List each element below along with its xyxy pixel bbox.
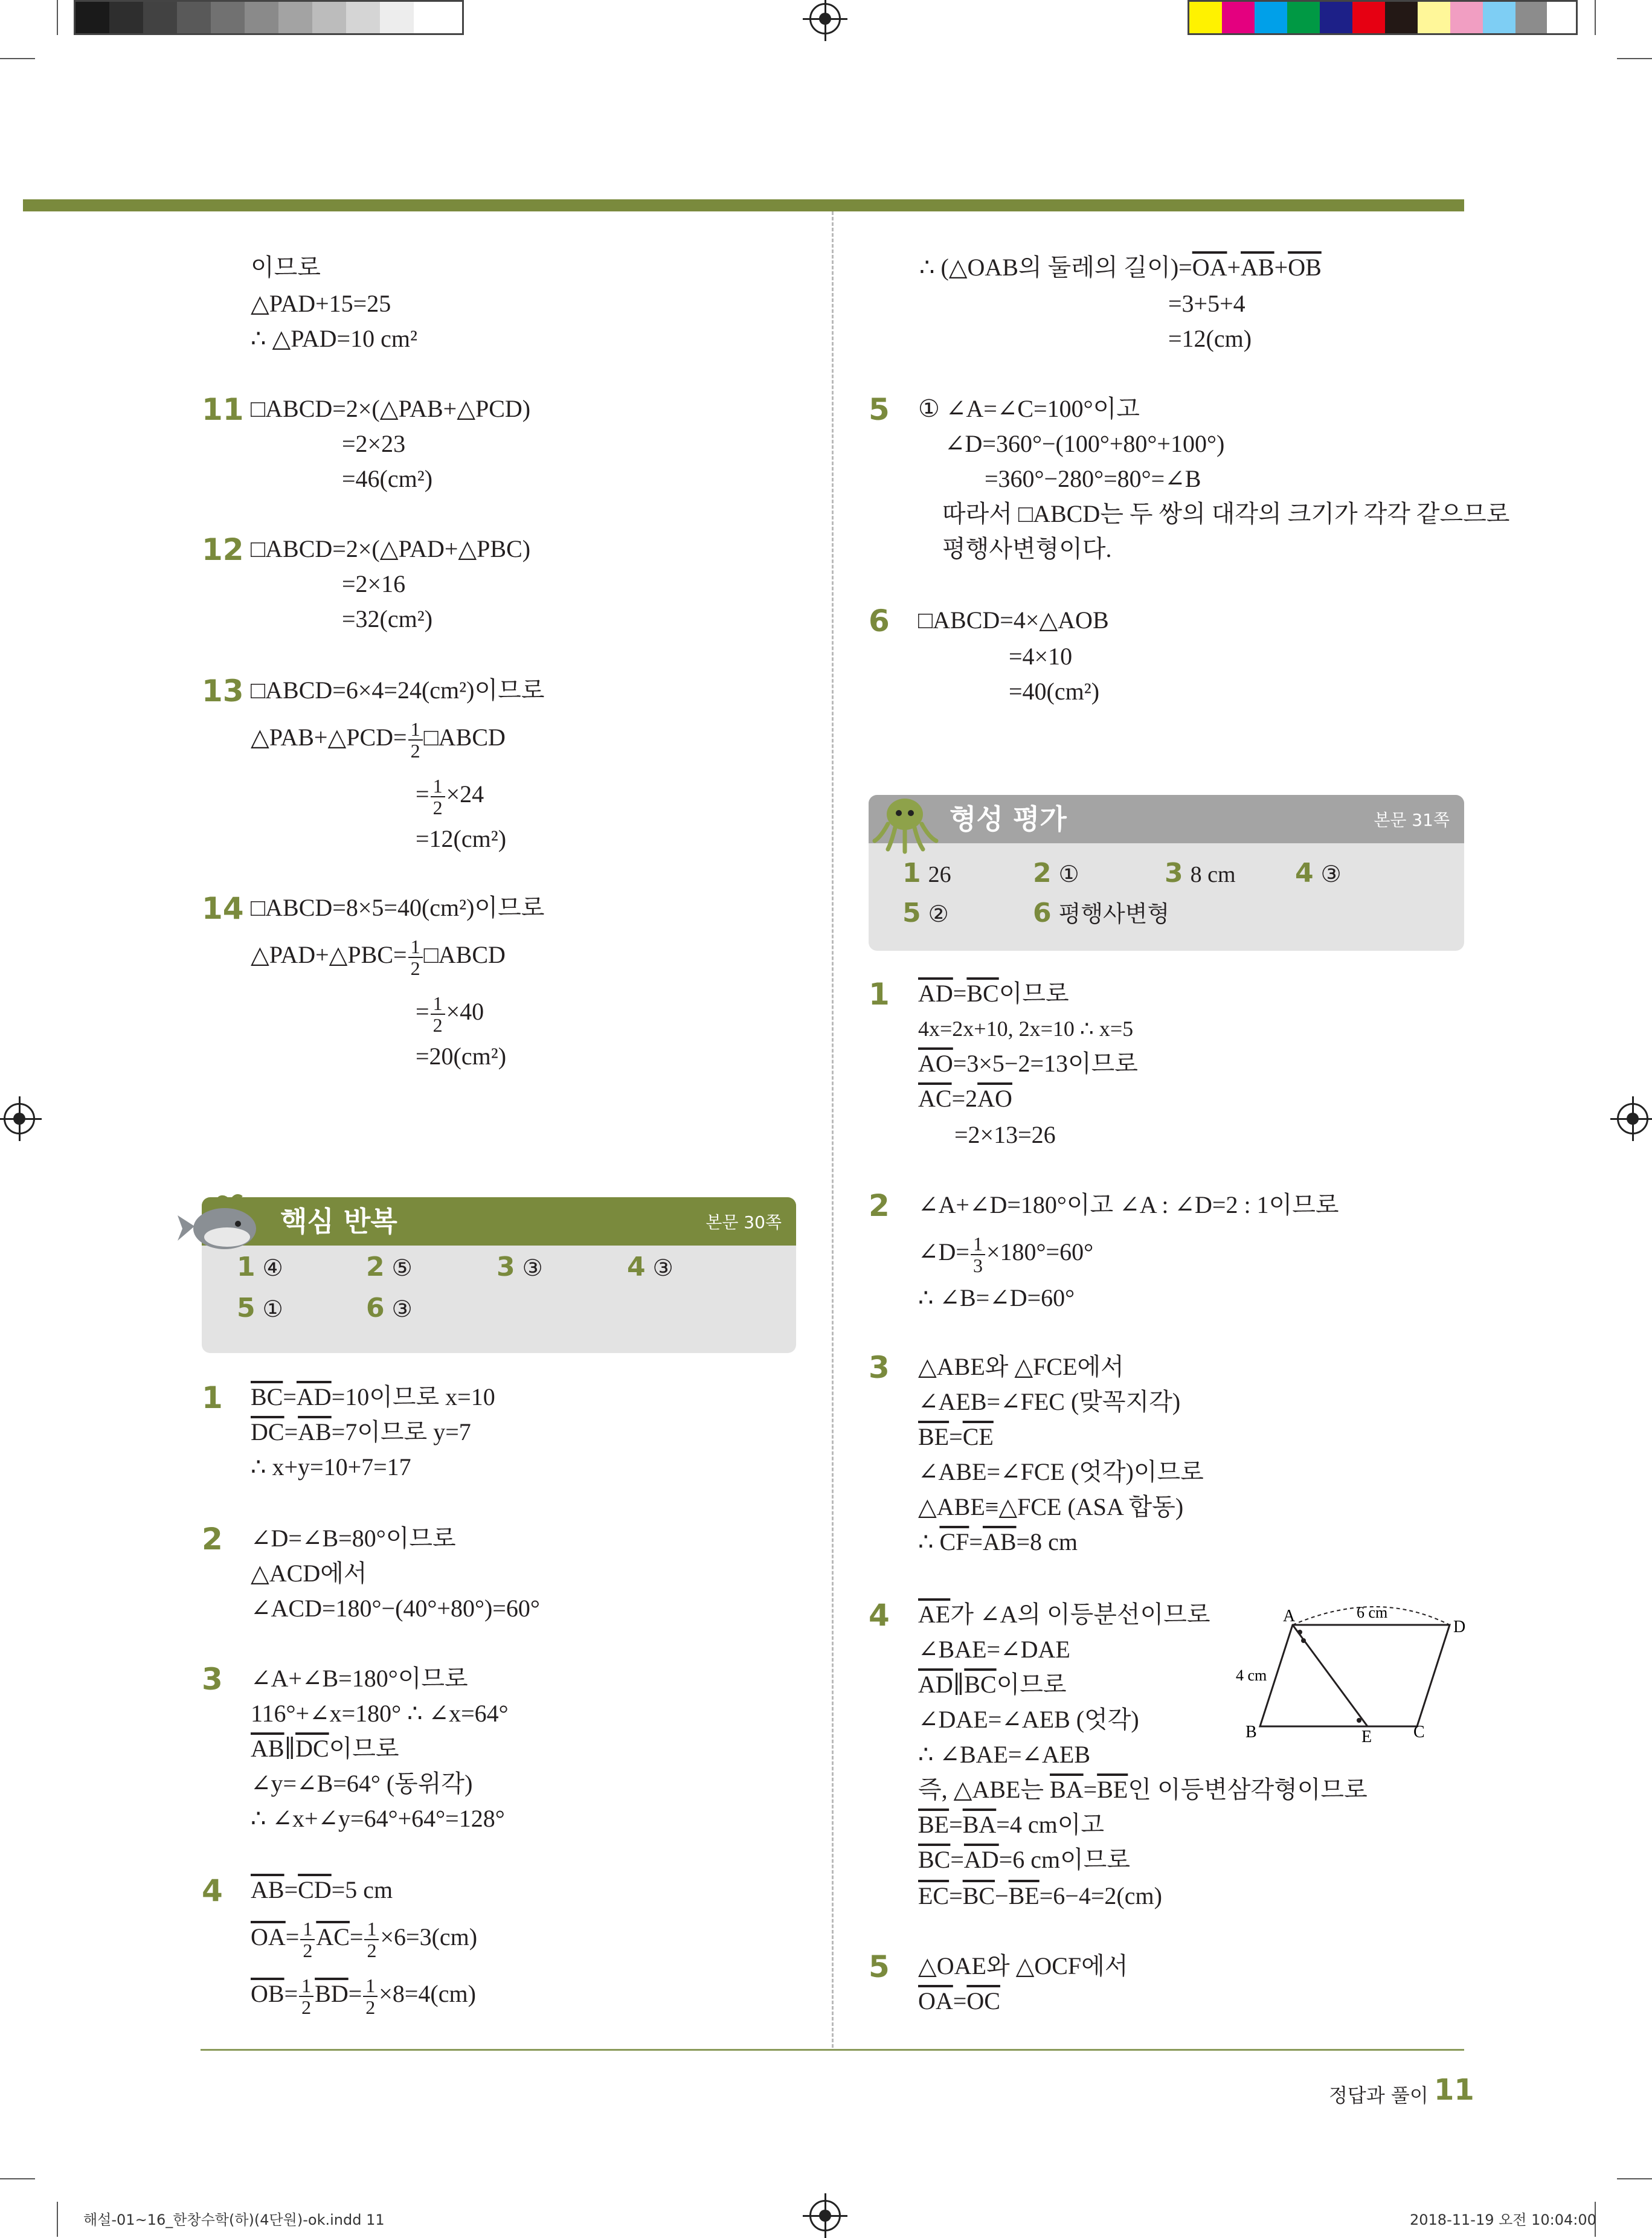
parallelogram-shape — [1260, 1625, 1450, 1726]
text-segment: ∴ — [918, 1528, 940, 1555]
registration-mark-left — [4, 1103, 35, 1134]
text-line: ∠BAE=∠DAE — [918, 1636, 1070, 1663]
top-length-label: 6 cm — [1357, 1604, 1388, 1621]
text-segment: □ABCD — [423, 941, 506, 969]
text-line: ∠AEB=∠FEC (맞꼭지각) — [918, 1388, 1181, 1415]
footer-section-label: 정답과 풀이 — [1329, 2084, 1429, 2107]
octopus-icon — [870, 789, 942, 855]
fraction-denominator: 2 — [410, 740, 420, 762]
answer-number: 4 — [1295, 858, 1314, 889]
text-segment: = — [969, 1528, 983, 1555]
segment-label: $\overline{BA}$ — [962, 1811, 997, 1838]
text-line: ∴ △PAD=10 cm² — [251, 325, 417, 352]
crop-mark — [1617, 2178, 1652, 2179]
fraction-denominator: 2 — [365, 1996, 376, 2018]
panel-page-ref: 본문 31쪽 — [1374, 810, 1450, 830]
text-segment: =6 cm이므로 — [998, 1846, 1131, 1873]
fraction-denominator: 2 — [410, 957, 420, 979]
text-segment: + — [1274, 254, 1288, 281]
text-line: 평행사변형이다. — [942, 535, 1112, 562]
header-band — [23, 199, 1464, 211]
question-number: 12 — [202, 532, 244, 567]
segment-label: $\overline{BE}$ — [918, 1423, 950, 1450]
segment-label: $\overline{AC}$ — [316, 1923, 350, 1951]
question-number: 6 — [869, 603, 890, 638]
segment-label: $\overline{OC}$ — [966, 1987, 1000, 2015]
text-segment: 즉, △ABE는 — [918, 1776, 1050, 1803]
segment-label: $\overline{AB}$ — [298, 1418, 332, 1445]
angle-mark — [1297, 1630, 1302, 1635]
text-line: △ABE≡△FCE (ASA 합동) — [918, 1493, 1184, 1520]
footer-rule — [201, 2049, 1464, 2051]
segment-label: $\overline{AB}$ — [982, 1528, 1017, 1555]
text-segment: ×8=4(cm) — [379, 1980, 476, 2008]
text-segment: = — [348, 1980, 362, 2008]
segment-label: $\overline{OA}$ — [1192, 254, 1227, 281]
text-line — [918, 1984, 1000, 2019]
answer-value: 평행사변형 — [1058, 902, 1170, 927]
answer-value: 8 cm — [1190, 862, 1236, 887]
text-line: =20(cm²) — [416, 1043, 507, 1070]
whale-icon — [175, 1190, 266, 1256]
text-line: ∠A+∠D=180°이고 ∠A : ∠D=2 : 1이므로 — [918, 1191, 1339, 1218]
text-line — [251, 1975, 476, 2018]
answer-number: 3 — [1165, 858, 1183, 889]
answer-item — [366, 1249, 413, 1287]
grayscale-color-bar — [74, 0, 464, 35]
answer-item — [1165, 855, 1236, 893]
segment-label: $\overline{DC}$ — [251, 1418, 284, 1445]
answer-item — [902, 855, 951, 893]
segment-label: $\overline{AD}$ — [918, 1671, 953, 1698]
text-line: □ABCD=8×5=40(cm²)이므로 — [251, 894, 545, 921]
side-length-label: 4 cm — [1236, 1667, 1267, 1684]
segment-label: $\overline{BC}$ — [918, 1846, 951, 1873]
text-segment: 가 ∠A의 이등분선이므로 — [950, 1601, 1210, 1628]
answer-number: 1 — [902, 858, 921, 889]
text-segment: ∥ — [953, 1671, 965, 1698]
text-line: △ACD에서 — [251, 1560, 367, 1587]
segment-label: $\overline{BC}$ — [966, 980, 999, 1007]
text-line: □ABCD=2×(△PAB+△PCD) — [251, 395, 531, 422]
answer-number: 2 — [366, 1252, 385, 1282]
point-label-d: D — [1453, 1618, 1466, 1636]
core-review-panel — [202, 1197, 796, 1353]
text-line: △PAD+15=25 — [251, 290, 391, 317]
text-line — [918, 1081, 1012, 1116]
text-line — [918, 1233, 1093, 1276]
fraction — [431, 993, 445, 1035]
answer-value: ③ — [652, 1256, 673, 1281]
segment-label: $\overline{EC}$ — [918, 1882, 950, 1909]
text-segment: 인 이등변삼각형이므로 — [1128, 1776, 1368, 1803]
text-line — [918, 1046, 1138, 1081]
answer-number: 2 — [1033, 858, 1052, 889]
question-number: 5 — [869, 392, 890, 427]
text-line: 4x=2x+10, 2x=10 ∴ x=5 — [918, 1017, 1134, 1041]
text-line: 따라서 □ABCD는 두 쌍의 대각의 크기가 각각 같으므로 — [942, 500, 1510, 527]
text-segment: =3×5−2=13이므로 — [953, 1050, 1138, 1077]
text-segment: △PAD+△PBC= — [251, 941, 407, 969]
answer-value: 26 — [928, 862, 951, 887]
page-number: 11 — [1434, 2073, 1474, 2107]
segment-label: $\overline{AO}$ — [977, 1085, 1012, 1112]
segment-label: $\overline{BA}$ — [1050, 1776, 1084, 1803]
answer-value: ② — [928, 902, 949, 927]
text-segment: =2 — [951, 1085, 978, 1112]
text-segment: 이므로 — [998, 980, 1069, 1007]
text-segment: =6−4=2(cm) — [1039, 1882, 1162, 1909]
text-line: ∠ACD=180°−(40°+80°)=60° — [251, 1595, 540, 1622]
fraction — [299, 1975, 313, 2018]
text-segment: 이므로 — [329, 1735, 399, 1762]
text-line: △OAE와 △OCF에서 — [918, 1952, 1128, 1979]
fraction-denominator: 2 — [432, 797, 443, 818]
text-segment: ×6=3(cm) — [380, 1923, 478, 1951]
crop-mark — [1595, 0, 1596, 35]
question-number: 14 — [202, 891, 244, 926]
fraction — [408, 936, 423, 979]
question-number: 4 — [202, 1873, 223, 1908]
text-line: ∠ABE=∠FCE (엇각)이므로 — [918, 1458, 1204, 1485]
text-line — [251, 1415, 471, 1450]
fraction-numerator: 1 — [431, 776, 445, 797]
segment-label: $\overline{AB}$ — [1241, 254, 1274, 281]
text-segment: = — [285, 1923, 300, 1951]
text-line: =4×10 — [1009, 643, 1073, 670]
point-label-e: E — [1361, 1728, 1372, 1746]
text-segment: =8 cm — [1016, 1528, 1078, 1555]
column-divider — [832, 211, 834, 2048]
segment-label: $\overline{CD}$ — [298, 1876, 332, 1903]
parallelogram-figure — [1232, 1595, 1474, 1758]
text-line — [251, 1873, 393, 1908]
text-line: =46(cm²) — [342, 465, 433, 492]
fraction-denominator: 2 — [301, 1996, 312, 2018]
text-line: ∠DAE=∠AEB (엇각) — [918, 1706, 1139, 1733]
text-line: ∴ ∠BAE=∠AEB — [918, 1741, 1091, 1768]
text-line — [918, 1807, 1104, 1842]
text-segment: = — [416, 998, 429, 1026]
question-number: 3 — [202, 1662, 223, 1697]
text-line: =12(cm²) — [416, 825, 507, 852]
segment-label: $\overline{AB}$ — [251, 1735, 284, 1762]
fraction-numerator: 1 — [408, 719, 423, 741]
text-segment: = — [950, 1846, 964, 1873]
answer-value: ③ — [391, 1297, 413, 1322]
answer-number: 4 — [627, 1252, 646, 1282]
question-number: 5 — [869, 1949, 890, 1984]
fraction-numerator: 1 — [971, 1233, 985, 1255]
text-segment: = — [416, 780, 429, 808]
formative-test-panel — [869, 795, 1464, 951]
text-line — [918, 1842, 1130, 1877]
text-segment: =7이므로 y=7 — [331, 1418, 471, 1445]
text-line — [918, 976, 1069, 1011]
answer-item — [902, 895, 949, 933]
crop-mark — [57, 2202, 58, 2237]
crop-mark — [0, 58, 35, 59]
text-line — [918, 1420, 994, 1455]
point-label-a: A — [1283, 1607, 1296, 1625]
text-segment: ×24 — [446, 780, 484, 808]
text-line — [918, 1879, 1162, 1914]
text-line: △ABE와 △FCE에서 — [918, 1353, 1124, 1380]
segment-label: $\overline{BC}$ — [964, 1671, 997, 1698]
text-segment: = — [284, 1980, 298, 2008]
segment-label: $\overline{AO}$ — [918, 1050, 953, 1077]
answer-item — [1295, 855, 1342, 893]
text-line: 이므로 — [251, 254, 321, 281]
text-line — [416, 993, 484, 1035]
fraction — [408, 719, 423, 761]
fraction-numerator: 1 — [408, 936, 423, 958]
registration-mark-right — [1617, 1103, 1648, 1134]
text-segment: = — [284, 1418, 298, 1445]
text-line: =40(cm²) — [1009, 678, 1100, 705]
text-segment: =10이므로 x=10 — [331, 1383, 495, 1410]
segment-label: $\overline{AD}$ — [296, 1383, 332, 1410]
angle-mark — [1357, 1718, 1361, 1723]
text-line: =12(cm) — [1168, 325, 1252, 352]
text-segment: = — [949, 1423, 963, 1450]
text-line: □ABCD=2×(△PAD+△PBC) — [251, 535, 531, 562]
text-line: □ABCD=4×△AOB — [918, 606, 1109, 634]
answer-item — [497, 1249, 543, 1287]
answer-value: ① — [262, 1297, 283, 1322]
fraction-numerator: 1 — [300, 1918, 315, 1940]
fraction-denominator: 2 — [432, 1014, 443, 1036]
question-number: 1 — [869, 977, 890, 1012]
segment-label: $\overline{AD}$ — [918, 980, 953, 1007]
fraction-denominator: 2 — [367, 1940, 377, 1961]
answer-item — [366, 1290, 413, 1328]
segment-label: $\overline{DC}$ — [295, 1735, 329, 1762]
answer-value: ③ — [1320, 862, 1342, 887]
answer-value: ⑤ — [391, 1256, 413, 1281]
fraction-denominator: 3 — [972, 1255, 983, 1276]
segment-label: $\overline{CF}$ — [939, 1528, 969, 1555]
question-number: 4 — [869, 1598, 890, 1633]
registration-mark-top — [809, 3, 841, 34]
segment-label: $\overline{BD}$ — [315, 1980, 349, 2008]
text-segment: = — [349, 1923, 364, 1951]
point-label-c: C — [1413, 1723, 1425, 1741]
segment-label: $\overline{OB}$ — [1288, 254, 1322, 281]
answer-number: 5 — [237, 1293, 256, 1323]
process-color-bar — [1188, 0, 1578, 35]
segment-label: $\overline{OA}$ — [918, 1987, 953, 2015]
fraction — [364, 1918, 379, 1961]
segment-label: $\overline{BC}$ — [251, 1383, 283, 1410]
text-line — [251, 719, 506, 761]
text-line: =2×23 — [342, 430, 406, 457]
fraction — [300, 1918, 315, 1961]
question-number: 2 — [202, 1522, 223, 1557]
text-line: ∠D=360°−(100°+80°+100°) — [945, 430, 1225, 457]
text-line: ∠A+∠B=180°이므로 — [251, 1665, 468, 1692]
crop-mark — [0, 2178, 35, 2179]
answer-item — [1033, 895, 1169, 933]
text-segment: ∠D= — [918, 1238, 969, 1266]
answer-value: ④ — [262, 1256, 283, 1281]
fraction-denominator: 2 — [303, 1940, 313, 1961]
text-segment: = — [953, 1987, 967, 2015]
segment-label: $\overline{AD}$ — [963, 1846, 999, 1873]
segment-label: $\overline{OA}$ — [251, 1923, 286, 1951]
answer-number: 3 — [497, 1252, 515, 1282]
text-line: ① ∠A=∠C=100°이고 — [918, 395, 1140, 422]
point-label-b: B — [1245, 1723, 1257, 1741]
text-segment: ×180°=60° — [986, 1238, 1094, 1266]
segment-label: $\overline{AC}$ — [918, 1085, 952, 1112]
text-segment: =4 cm이고 — [996, 1811, 1104, 1838]
text-line — [251, 936, 506, 979]
text-segment: = — [949, 1882, 963, 1909]
fraction-numerator: 1 — [364, 1918, 379, 1940]
text-segment: = — [284, 1876, 298, 1903]
answer-number: 5 — [902, 898, 921, 928]
date-slug: 2018-11-19 오전 10:04:00 — [1410, 2211, 1596, 2228]
text-line — [251, 1380, 495, 1415]
fraction — [363, 1975, 378, 2018]
text-line — [918, 1525, 1078, 1560]
panel-title: 형성 평가 — [950, 803, 1067, 835]
text-line: 116°+∠x=180° ∴ ∠x=64° — [251, 1700, 509, 1727]
answer-item — [1033, 855, 1079, 893]
segment-label: $\overline{BC}$ — [962, 1882, 995, 1909]
text-segment: = — [283, 1383, 297, 1410]
text-segment: =5 cm — [331, 1876, 393, 1903]
text-line — [251, 1918, 477, 1961]
answer-number: 6 — [1033, 898, 1052, 928]
text-segment: = — [1083, 1776, 1098, 1803]
question-number: 11 — [202, 392, 244, 427]
text-segment: = — [949, 1811, 963, 1838]
fraction-numerator: 1 — [299, 1975, 313, 1997]
segment-label: $\overline{BE}$ — [1008, 1882, 1040, 1909]
fraction — [971, 1233, 985, 1276]
text-segment: ∥ — [284, 1735, 296, 1762]
text-segment: = — [953, 980, 967, 1007]
text-line — [918, 1597, 1210, 1632]
text-line — [416, 776, 484, 818]
text-line: ∴ ∠B=∠D=60° — [918, 1284, 1075, 1311]
text-segment: + — [1227, 254, 1241, 281]
file-slug: 해설-01~16_한창수학(하)(4단원)-ok.indd 11 — [83, 2211, 385, 2228]
fraction-numerator: 1 — [363, 1975, 378, 1997]
text-line: =2×16 — [342, 570, 406, 597]
text-segment: ∴ (△OAB의 둘레의 길이)= — [919, 254, 1192, 281]
segment-label: $\overline{CE}$ — [962, 1423, 994, 1450]
segment-label: $\overline{BE}$ — [1097, 1776, 1128, 1803]
text-line: ∴ x+y=10+7=17 — [251, 1453, 411, 1481]
panel-title: 핵심 반복 — [280, 1205, 397, 1238]
text-line — [918, 1772, 1368, 1807]
question-number: 3 — [869, 1350, 890, 1385]
text-line — [918, 1667, 1067, 1702]
text-line: =2×13=26 — [954, 1121, 1056, 1148]
text-line: ∠y=∠B=64° (동위각) — [251, 1770, 473, 1797]
panel-page-ref: 본문 30쪽 — [705, 1212, 782, 1232]
question-number: 13 — [202, 674, 244, 709]
text-line: =360°−280°=80°=∠B — [985, 465, 1201, 492]
answer-value: ③ — [522, 1256, 543, 1281]
segment-label: $\overline{AE}$ — [918, 1601, 951, 1628]
text-line: ∴ ∠x+∠y=64°+64°=128° — [251, 1805, 505, 1832]
text-line: □ABCD=6×4=24(cm²)이므로 — [251, 677, 545, 704]
segment-label: $\overline{AB}$ — [251, 1876, 284, 1903]
segment-label: $\overline{OB}$ — [251, 1980, 284, 2008]
text-line: =3+5+4 — [1168, 290, 1245, 317]
answer-item — [237, 1290, 283, 1328]
answer-value: ① — [1058, 862, 1079, 887]
text-line: ∠D=∠B=80°이므로 — [251, 1525, 456, 1552]
angle-mark — [1301, 1638, 1306, 1643]
answer-item — [627, 1249, 673, 1287]
segment-label: $\overline{BE}$ — [918, 1811, 950, 1838]
answer-number: 1 — [237, 1252, 256, 1282]
fraction — [431, 776, 445, 818]
answer-number: 6 — [366, 1293, 385, 1323]
text-segment: 이므로 — [996, 1671, 1067, 1698]
question-number: 2 — [869, 1188, 890, 1223]
text-line — [251, 1731, 399, 1766]
text-segment: □ABCD — [423, 724, 506, 751]
registration-mark-bottom — [809, 2200, 841, 2231]
text-segment: − — [995, 1882, 1009, 1909]
fraction-numerator: 1 — [431, 993, 445, 1015]
text-segment: △PAB+△PCD= — [251, 724, 407, 751]
text-line — [919, 250, 1322, 285]
crop-mark — [1617, 58, 1652, 59]
text-segment: ×40 — [446, 998, 484, 1026]
text-line: =32(cm²) — [342, 605, 433, 632]
question-number: 1 — [202, 1380, 223, 1415]
crop-mark — [57, 0, 58, 35]
